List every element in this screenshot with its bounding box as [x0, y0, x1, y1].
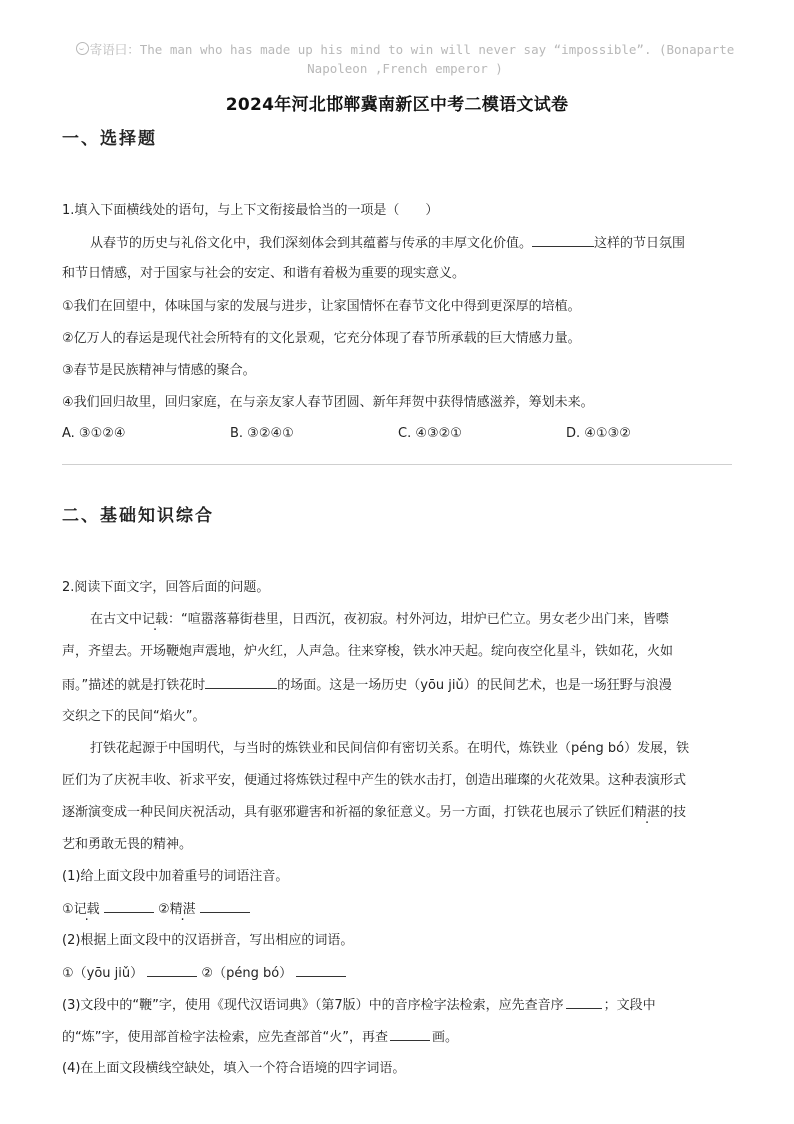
- section-heading-basics: 二、基础知识综合: [62, 506, 214, 526]
- q1-sentence-3: ③春节是民族精神与情感的聚合。: [62, 363, 256, 378]
- q1-stem: 1.填入下面横线处的语句，与上下文衔接最恰当的一项是（ ）: [62, 203, 439, 218]
- sub3-blank-2[interactable]: [390, 1028, 430, 1041]
- q2-sub1-answers: ①记载 ②精湛: [62, 900, 250, 919]
- q1-option-b[interactable]: B. ③②④①: [230, 426, 294, 441]
- section-heading-choice: 一、选择题: [62, 129, 157, 149]
- q1-passage-line-2: 和节日情感，对于国家与社会的安定、和谐有着极为重要的现实意义。: [62, 266, 466, 281]
- q2-p1-line-1: 在古文中记载：“喧嚣落幕街巷里，日西沉，夜初寂。村外河边，坩炉已伫立。男女老少出门来，皆噤: [90, 612, 669, 627]
- q1-sentence-2: ②亿万人的春运是现代社会所特有的文化景观，它充分体现了春节所承载的巨大情感力量。: [62, 331, 581, 346]
- page-title: 2024年河北邯郸冀南新区中考二模语文试卷: [225, 95, 569, 115]
- q2-p2-line-3: 逐渐演变成一种民间庆祝活动，具有驱邪避害和祈福的象征意义。另一方面，打铁花也展示了铁匠们精湛的技: [62, 805, 687, 820]
- section-divider: [62, 464, 732, 465]
- emphasized-word-jizai: 记载: [142, 612, 169, 627]
- sub2-blank-2[interactable]: [296, 964, 346, 977]
- q1-sentence-1: ①我们在回望中，体味国与家的发展与进步，让家国情怀在春节文化中得到更深厚的培植。: [62, 299, 581, 314]
- q1-option-a[interactable]: A. ③①②④: [62, 426, 126, 441]
- sub3-blank-1[interactable]: [566, 996, 602, 1009]
- q2-p1-line-2: 声，齐望去。开场鞭炮声震地，炉火红，人声急。往来穿梭，铁水冲天起。绽向夜空化星斗，铁如花，火如: [62, 644, 674, 659]
- motto-line-2: Napoleon ,French emperor ): [307, 61, 503, 76]
- q2-p2-line-4: 艺和勇敢无畏的精神。: [62, 837, 193, 852]
- sub1-blank-2[interactable]: [200, 900, 250, 913]
- q2-p1-line-3: 雨。”描述的就是打铁花时 的场面。这是一场历史（yōu jiǔ）的民间艺术，也是一场狂野与浪漫: [62, 678, 672, 693]
- q2-sub3-line-2: 的“炼”字，使用部首检字法检索，应先查部首“火”，再查 画。: [62, 1030, 458, 1045]
- q2-sub3-line-1: (3)文段中的“鞭”字，使用《现代汉语词典》（第7版）中的音序检字法检索，应先查音序 ；文段中: [62, 998, 656, 1013]
- q1-option-d[interactable]: D. ④①③②: [566, 426, 631, 441]
- q2-sub2: (2)根据上面文段中的汉语拼音，写出相应的词语。: [62, 933, 354, 948]
- q1-sentence-4: ④我们回归故里，回归家庭，在与亲友家人春节团圆、新年拜贺中获得情感滋养，筹划未来。: [62, 395, 594, 410]
- sub1-blank-1[interactable]: [104, 900, 154, 913]
- motto-line-1: 寄语曰：The man who has made up his mind to win will never say “impossible”. (Bonaparte: [89, 42, 735, 57]
- q1-answer-blank[interactable]: [532, 234, 594, 247]
- emphasized-word-jingzhan: 精湛: [634, 805, 661, 820]
- q2-p2-line-1: 打铁花起源于中国明代，与当时的炼铁业和民间信仰有密切关系。在明代，炼铁业（péng bó）发展，铁: [90, 741, 690, 756]
- q2-sub2-answers: ①（yōu jiǔ） ②（péng bó）: [62, 964, 346, 983]
- q2-stem: 2.阅读下面文字，回答后面的问题。: [62, 580, 270, 595]
- q2-fill-blank[interactable]: [205, 676, 277, 689]
- q1-passage-line-1: 从春节的历史与礼俗文化中，我们深刻体会到其蕴蓄与传承的丰厚文化价值。 这样的节日氛围: [90, 236, 686, 251]
- q2-sub1: (1)给上面文段中加着重号的词语注音。: [62, 869, 289, 884]
- q2-p2-line-2: 匠们为了庆祝丰收、祈求平安，便通过将炼铁过程中产生的铁水击打，创造出璀璨的火花效果。这种表演形式: [62, 773, 687, 788]
- q2-sub4: (4)在上面文段横线空缺处，填入一个符合语境的四字词语。: [62, 1061, 406, 1076]
- q2-p1-line-4: 交织之下的民间“焰火”。: [62, 709, 206, 724]
- smiley-icon: [76, 42, 89, 55]
- sub2-blank-1[interactable]: [147, 964, 197, 977]
- motto-quote: [60, 40, 750, 78]
- q1-option-c[interactable]: C. ④③②①: [398, 426, 462, 441]
